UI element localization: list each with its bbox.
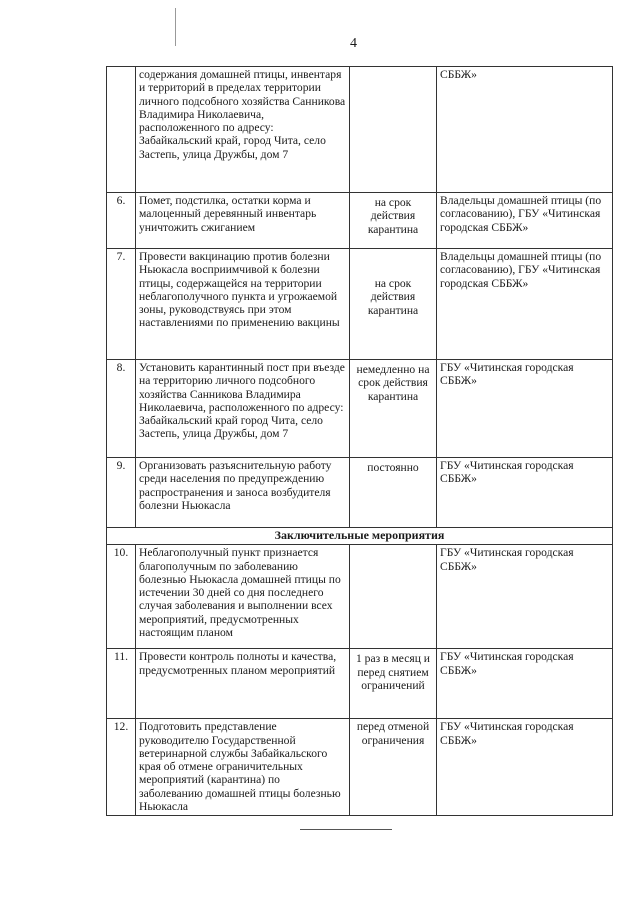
row-action: Организовать разъяснительную работу среди населения по предупреждению распространения и заноса возбудителя болезни Ньюкасла: [136, 458, 350, 528]
row-term: немедленно на срок действия карантина: [350, 360, 437, 458]
page-number: 4: [350, 36, 357, 51]
row-number: [107, 67, 136, 193]
row-responsible: Владельцы домашней птицы (по согласованию), ГБУ «Читинская городская СББЖ»: [437, 249, 613, 360]
row-responsible: Владельцы домашней птицы (по согласованию), ГБУ «Читинская городская СББЖ»: [437, 193, 613, 249]
row-action: Помет, подстилка, остатки корма и малоценный деревянный инвентарь уничтожить сжиганием: [136, 193, 350, 249]
row-term: [350, 67, 437, 193]
table-row: [107, 193, 613, 249]
row-term: [350, 545, 437, 649]
row-responsible: ГБУ «Читинская городская СББЖ»: [437, 458, 613, 528]
table-row: [107, 67, 613, 193]
row-number: 12.: [107, 719, 136, 816]
row-number: 9.: [107, 458, 136, 528]
row-action: Подготовить представление руководителю Государственной ветеринарной службы Забайкальского края об отмене ограничительных мероприятий (карантина) по заболеванию домашней птицы болезнью Ньюкасла: [136, 719, 350, 816]
table-row: [107, 545, 613, 649]
end-rule: [300, 829, 392, 830]
section-title: Заключительные мероприятия: [107, 528, 613, 545]
row-responsible: ГБУ «Читинская городская СББЖ»: [437, 545, 613, 649]
row-responsible: СББЖ»: [437, 67, 613, 193]
row-number: 11.: [107, 649, 136, 719]
table-row: [107, 649, 613, 719]
table-row: [107, 458, 613, 528]
row-term: на срок действия карантина: [350, 193, 437, 249]
row-number: 6.: [107, 193, 136, 249]
table-row: [107, 249, 613, 360]
row-number: 7.: [107, 249, 136, 360]
row-responsible: ГБУ «Читинская городская СББЖ»: [437, 360, 613, 458]
row-number: 10.: [107, 545, 136, 649]
row-action: Провести контроль полноты и качества, предусмотренных планом мероприятий: [136, 649, 350, 719]
row-term: 1 раз в месяц и перед снятием ограничений: [350, 649, 437, 719]
measures-table: [106, 66, 613, 816]
row-action: содержания домашней птицы, инвентаря и территорий в пределах территории личного подсобного хозяйства Санникова Владимира Николаевича, расположенного по адресу: Забайкальский край, город Чита, село Застепь, улица Дружбы, дом 7: [136, 67, 350, 193]
row-term: постоянно: [350, 458, 437, 528]
row-action: Провести вакцинацию против болезни Ньюкасла восприимчивой к болезни птицы, содержащейся на территории неблагополучного пункта и угрожаемой зоны, руководствуясь при этом наставлениями по применению вакцины: [136, 249, 350, 360]
row-responsible: ГБУ «Читинская городская СББЖ»: [437, 649, 613, 719]
table-row: [107, 719, 613, 816]
row-responsible: ГБУ «Читинская городская СББЖ»: [437, 719, 613, 816]
margin-mark: [175, 8, 176, 46]
row-action: Неблагополучный пункт признается благополучным по заболеванию болезнью Ньюкасла домашней птицы по истечении 30 дней со дня последнего случая заболевания и выполнении всех мероприятий, предусмотренных настоящим планом: [136, 545, 350, 649]
row-number: 8.: [107, 360, 136, 458]
section-row: [107, 528, 613, 545]
row-action: Установить карантинный пост при въезде на территорию личного подсобного хозяйства Санникова Владимира Николаевича, расположенного по адресу: Забайкальский край город Чита, село Застепь, улица Дружбы, дом 7: [136, 360, 350, 458]
row-term: на срок действия карантина: [350, 249, 437, 360]
table-row: [107, 360, 613, 458]
row-term: перед отменой ограничения: [350, 719, 437, 816]
